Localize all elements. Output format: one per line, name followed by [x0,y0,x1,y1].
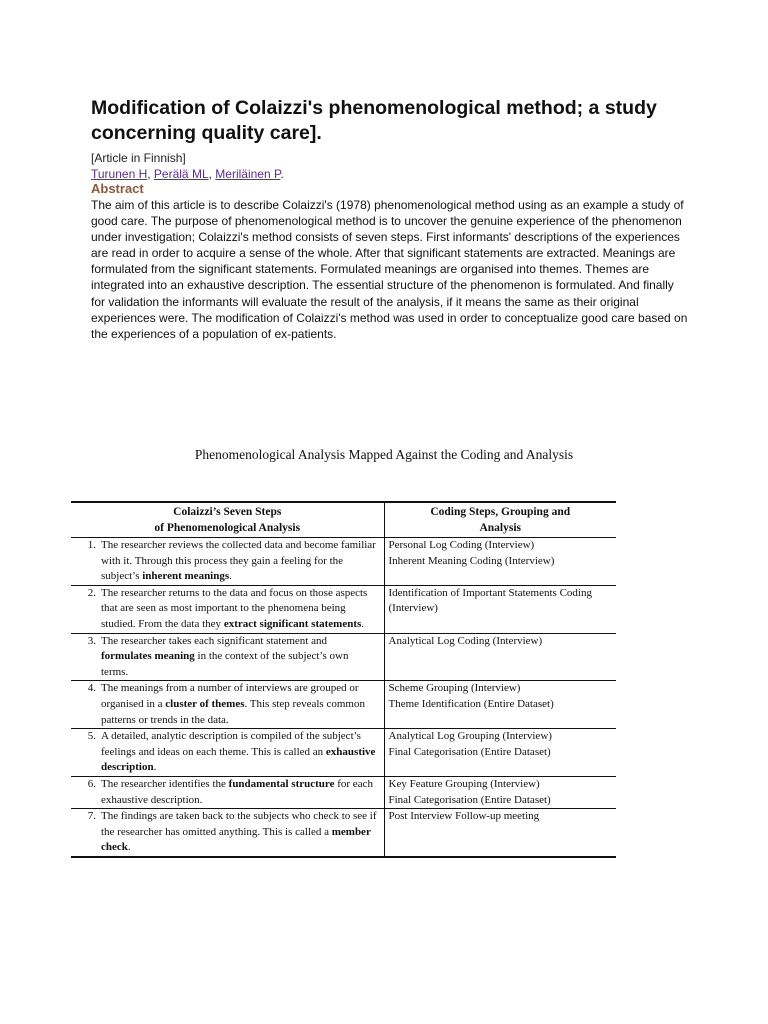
step-description [101,586,380,633]
table-header-row [71,502,616,538]
coding-step: Final Categorisation (Entire Dataset) [388,745,551,758]
step-key-term: extract significant statements [223,617,362,630]
step-text-segment: A detailed, analytic description is compiled of the subject’s feelings and ideas on each theme. This is called an [101,730,361,758]
step-description [101,681,380,728]
step-item [71,538,380,585]
author-link[interactable]: Meriläinen P [215,167,281,181]
coding-cell [384,633,616,681]
coding-step: Key Feature Grouping (Interview) [388,777,540,790]
step-cell [71,633,384,681]
step-key-term: fundamental structure [228,777,335,790]
author-link[interactable]: Perälä ML [153,167,209,181]
step-cell [71,681,384,729]
column-header-coding-steps [384,502,616,538]
step-cell [71,538,384,586]
step-item [71,681,380,728]
table-row [71,809,616,857]
table-title: Phenomenological Analysis Mapped Against the Coding and Analysis [194,447,574,462]
step-description [101,729,380,776]
step-number: 5. [87,730,96,743]
step-text-segment: . This step reveals common patterns or trends in the data. [101,697,365,726]
step-item [71,729,380,776]
coding-cell [384,585,616,633]
table-row [71,729,616,777]
coding-step: Scheme Grouping (Interview) [388,682,521,695]
author-terminator: . [280,167,284,181]
step-key-term: member check [101,825,371,854]
coding-cell [384,776,616,808]
column-header-colaizzi-steps [71,502,384,538]
step-item [71,777,380,808]
step-text-segment: in the context of the subject’s own terms. [101,650,349,678]
step-key-term: exhaustive description [101,745,376,774]
author-link[interactable]: Turunen H [91,167,148,181]
language-note: [Article in Finnish] [91,151,186,165]
step-description [101,538,380,585]
coding-cell [384,538,616,586]
step-number: 1. [87,539,96,551]
coding-step: Personal Log Coding (Interview) [388,539,535,551]
header-line: Coding Steps, Grouping and [430,506,571,518]
coding-step: Theme Identification (Entire Dataset) [388,697,554,710]
step-text-segment: The researcher returns to the data and focus on those aspects that are seen as most important to the phenomena being studied. From the data they [101,586,368,630]
author-separator: , [147,167,154,181]
step-cell [71,729,384,777]
coding-cell [384,809,616,857]
coding-step: Inherent Meaning Coding (Interview) [388,554,555,567]
step-item [71,634,380,681]
step-text-segment: The researcher identifies the [101,777,229,790]
step-cell [71,776,384,808]
step-text-segment: The researcher reviews the collected data and become familiar with it. Through this process they gain a feeling for the subject’s [101,539,376,583]
table-row [71,633,616,681]
header-line: Colaizzi’s Seven Steps [173,506,282,518]
header-line: Analysis [479,522,522,534]
step-text-segment: . [127,841,131,854]
step-text-segment: The findings are taken back to the subjects who check to see if the researcher has omitted anything. This is called a [101,810,377,838]
step-text-segment: for each exhaustive description. [101,777,373,806]
coding-step: Identification of Important Statements Coding (Interview) [388,586,592,615]
step-key-term: inherent meanings [142,570,230,583]
author-separator: , [208,167,216,181]
coding-step: Final Categorisation (Entire Dataset) [388,793,551,806]
coding-cell [384,729,616,777]
step-description [101,777,380,808]
step-number: 7. [87,810,96,823]
step-text-segment: The researcher takes each significant statement and [101,634,327,647]
step-number: 6. [87,777,96,790]
table-body [71,538,616,857]
step-number: 2. [87,586,96,599]
step-text-segment: . [153,761,157,774]
abstract-heading: Abstract [91,181,144,196]
step-text-segment: . [361,617,365,630]
coding-step: Analytical Log Grouping (Interview) [388,730,552,743]
step-item [71,586,380,633]
step-number: 3. [87,634,96,647]
article-title: Modification of Colaizzi's phenomenological method; a study concerning quality care]. [91,97,657,144]
analysis-mapping-table [71,501,616,858]
step-text-segment: . [229,570,232,583]
coding-step: Analytical Log Coding (Interview) [388,634,543,647]
table-row [71,681,616,729]
step-text-segment: The meanings from a number of interviews are grouped or organised in a [101,682,359,710]
coding-step: Post Interview Follow-up meeting [388,810,540,823]
author-list [91,167,284,181]
table-row [71,776,616,808]
table-row [71,585,616,633]
step-description [101,634,380,681]
header-line: of Phenomenological Analysis [154,522,301,534]
step-description [101,809,380,856]
step-number: 4. [87,682,96,695]
step-cell [71,809,384,857]
coding-cell [384,681,616,729]
abstract-text: The aim of this article is to describe Colaizzi's (1978) phenomenological method using as an example a study of good care. The purpose of phenomenological method is to uncover the genuine experience of the phenomenon under investigation; Colaizzi's method consists of seven steps. First informants' descriptions of the experiences are read in order to acquire a sense of the whole. After that significant statements are extracted. Meanings are formulated from the significant statements. Formulated meanings are organised into themes. Themes are integrated into an exhaustive description. The essential structure of the phenomenon is formulated. And finally for validation the informants will evaluate the result of the analysis, if it means the same as their original experiences were. The modification of Colaizzi's method was used in order to conceptualize good care based on the experiences of a population of ex-patients. [91,198,688,341]
step-key-term: formulates meaning [101,650,195,663]
table-row [71,538,616,586]
step-item [71,809,380,856]
step-key-term: cluster of themes [165,697,245,710]
step-cell [71,585,384,633]
